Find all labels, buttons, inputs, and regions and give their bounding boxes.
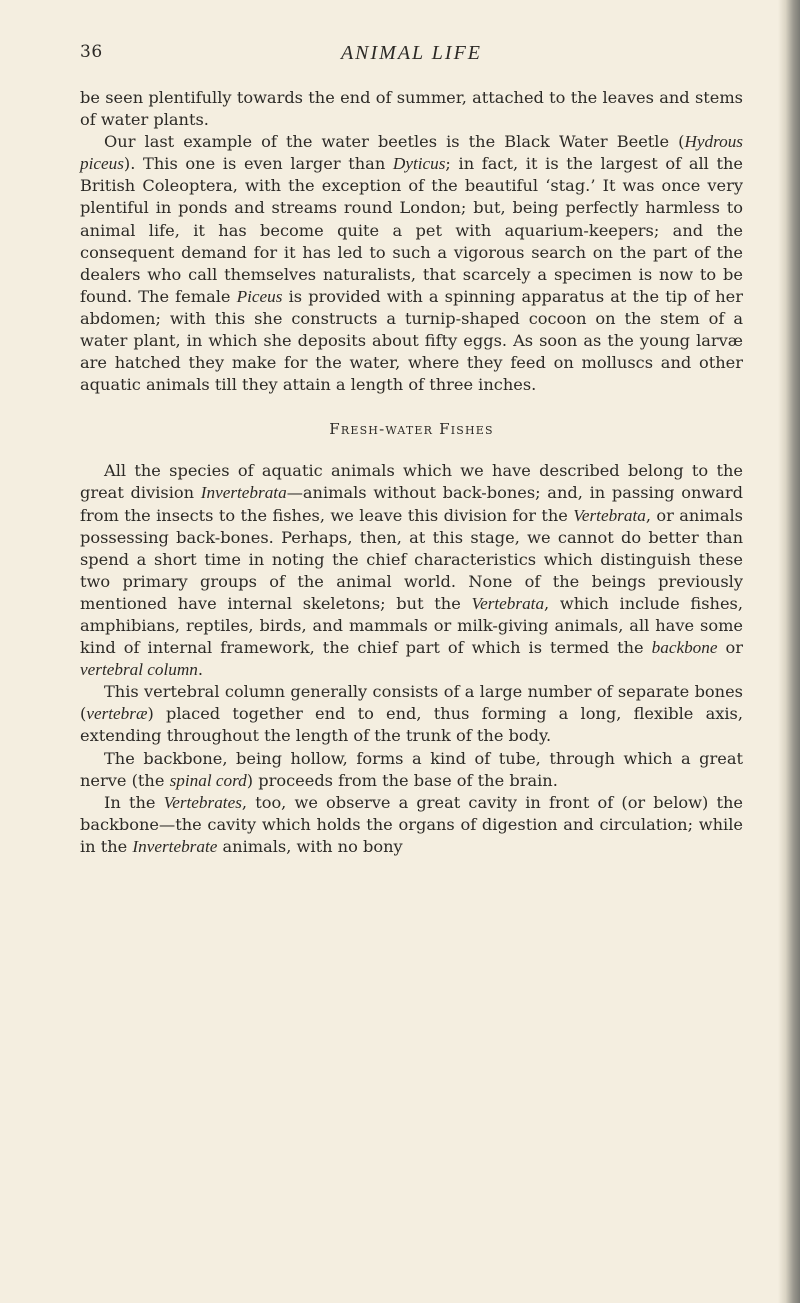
book-page [80, 42, 743, 858]
text-run: animals, with no bony [217, 836, 403, 856]
text-run: , which include fishes, amphibians, reptiles, birds, and mammals or milk-giving animals, all have some kind of internal framework, the chief part of which is termed the [80, 593, 743, 658]
italic-term: Vertebrates [163, 792, 242, 812]
page-header [80, 42, 743, 76]
page-number: 36 [80, 42, 103, 62]
text-run: ; in fact, it is the largest of all the British Coleoptera, with the exception of the beautiful ‘stag.’ It was once very plentiful in ponds and streams round London; but, being perfectly harmless to animal life, it has become quite a pet with aquarium-keepers; and the consequent demand for it has led to such a vigorous search on the part of the dealers who call themselves naturalists, that scarcely a specimen is now to be found. The female [80, 154, 743, 306]
paragraph-4 [80, 681, 743, 747]
text-run: ). This one is even larger than [123, 154, 393, 174]
italic-term: Dyticus [392, 154, 446, 174]
text-run: Our last example of the water beetles is the Black Water Beetle ( [104, 132, 685, 152]
text-run: or [717, 638, 743, 658]
paragraph-2 [80, 131, 743, 396]
paragraph-3 [80, 460, 743, 681]
text-run: This vertebral column generally consists of a large number of separate bones ( [80, 682, 743, 724]
paragraph-1 [80, 87, 743, 131]
italic-term: vertebral column [80, 660, 198, 680]
italic-term: Invertebrate [132, 836, 218, 856]
italic-term: Invertebrata [200, 483, 287, 503]
italic-term: Hydrous piceus [80, 132, 743, 174]
page-edge-shadow [778, 0, 800, 1303]
text-run: ) placed together end to end, thus forming a long, flexible axis, extending throughout the length of the trunk of the body. [80, 704, 743, 746]
italic-term: Vertebrata [573, 505, 646, 525]
italic-term: spinal cord [169, 770, 247, 790]
italic-term: vertebræ [86, 704, 148, 724]
text-run: —animals without back-bones; and, in passing onward from the insects to the fishes, we leave this division for the [80, 483, 743, 525]
section-heading: Fresh-water Fishes [329, 420, 494, 439]
text-run: ) proceeds from the base of the brain. [246, 770, 558, 790]
text-run: In the [104, 792, 164, 812]
text-run: All the species of aquatic animals which we have described belong to the great division [80, 461, 743, 503]
paragraph-6 [80, 792, 743, 858]
text-run: , too, we observe a great cavity in front of (or below) the backbone—the cavity which holds the organs of digestion and circulation; while in the [80, 792, 743, 856]
running-head: ANIMAL LIFE [340, 42, 483, 64]
text-run: The backbone, being hollow, forms a kind of tube, through which a great nerve (the [80, 748, 743, 790]
paragraph-5 [80, 748, 743, 792]
italic-term: Vertebrata [471, 593, 545, 613]
text-run: , or animals possessing back-bones. Perhaps, then, at this stage, we cannot do better than spend a short time in noting the chief characteristics which distinguish these two primary groups of the animal world. None of the beings previously mentioned have internal skeletons; but the [80, 505, 743, 613]
text-run: be seen plentifully towards the end of summer, attached to the leaves and stems of water plants. [80, 88, 743, 130]
italic-term: backbone [651, 638, 718, 658]
text-run: . [197, 660, 204, 680]
italic-term: Piceus [236, 286, 283, 306]
text-run: is provided with a spinning apparatus at the tip of her abdomen; with this she constructs a turnip-shaped cocoon on the stem of a water plant, in which she deposits about fifty eggs. As soon as the young larvæ are hatched they make for the water, where they feed on molluscs and other aquatic animals till they attain a length of three inches. [80, 286, 743, 395]
